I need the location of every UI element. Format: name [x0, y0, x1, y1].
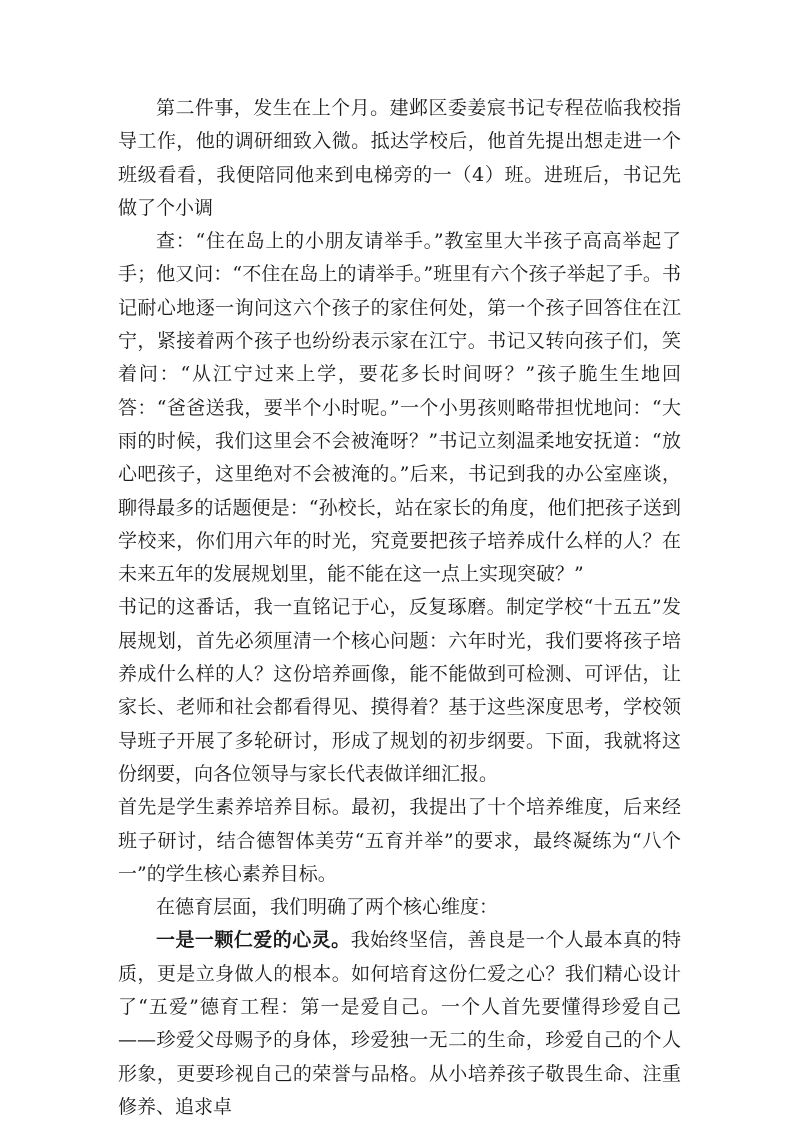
- paragraph-6: [118, 924, 681, 1124]
- body-text: [118, 92, 681, 1124]
- paragraph-3: 书记的这番话，我一直铭记于心，反复琢磨。制定学校“十五五”发展规划，首先必须厘清一个核心问题：六年时光，我们要将孩子培养成什么样的人？这份培养画像，能不能做到可检测、可评估，让家长、老师和社会都看得见、摸得着？基于这些深度思考，学校领导班子开展了多轮研讨，形成了规划的初步纲要。下面，我就将这份纲要，向各位领导与家长代表做详细汇报。: [118, 596, 681, 785]
- paragraph-4: 首先是学生素养培养目标。最初，我提出了十个培养维度，后来经班子研讨，结合德智体美劳“五育并举”的要求，最终凝练为“八个一”的学生核心素养目标。: [118, 796, 681, 885]
- paragraph-6-body: 我始终坚信，善良是一个人最本真的特质，更是立身做人的根本。如何培育这份仁爱之心？我们精心设计了“五爱”德育工程：第一是爱自己。一个人首先要懂得珍爱自己——珍爱父母赐予的身体，珍爱独一无二的生命，珍爱自己的个人形象，更要珍视自己的荣誉与品格。从小培养孩子敬畏生命、注重修养、追求卓: [118, 929, 681, 1118]
- paragraph-5: 在德育层面，我们明确了两个核心维度：: [156, 896, 499, 919]
- paragraph-1: 第二件事，发生在上个月。建邺区委姜宸书记专程莅临我校指导工作，他的调研细致入微。抵达学校后，他首先提出想走进一个班级看看，我便陪同他来到电梯旁的一（4）班。进班后，书记先做了个小调: [118, 97, 681, 219]
- paragraph-2: 查：“住在岛上的小朋友请举手。”教室里大半孩子高高举起了手；他又问：“不住在岛上的请举手。”班里有六个孩子举起了手。书记耐心地逐一询问这六个孩子的家住何处，第一个孩子回答住在江宁，紧接着两个孩子也纷纷表示家在江宁。书记又转向孩子们，笑着问：“从江宁过来上学，要花多长时间呀？”孩子脆生生地回答：“爸爸送我，要半个小时呢。”一个小男孩则略带担忧地问：“大雨的时候，我们这里会不会被淹呀？”书记立刻温柔地安抚道：“放心吧孩子，这里绝对不会被淹的。”后来，书记到我的办公室座谈，聊得最多的话题便是：“孙校长，站在家长的角度，他们把孩子送到学校来，你们用六年的时光，究竟要把孩子培养成什么样的人？在未来五年的发展规划里，能不能在这一点上实现突破？”: [118, 230, 681, 586]
- paragraph-6-lead: 一是一颗仁爱的心灵。: [156, 929, 351, 952]
